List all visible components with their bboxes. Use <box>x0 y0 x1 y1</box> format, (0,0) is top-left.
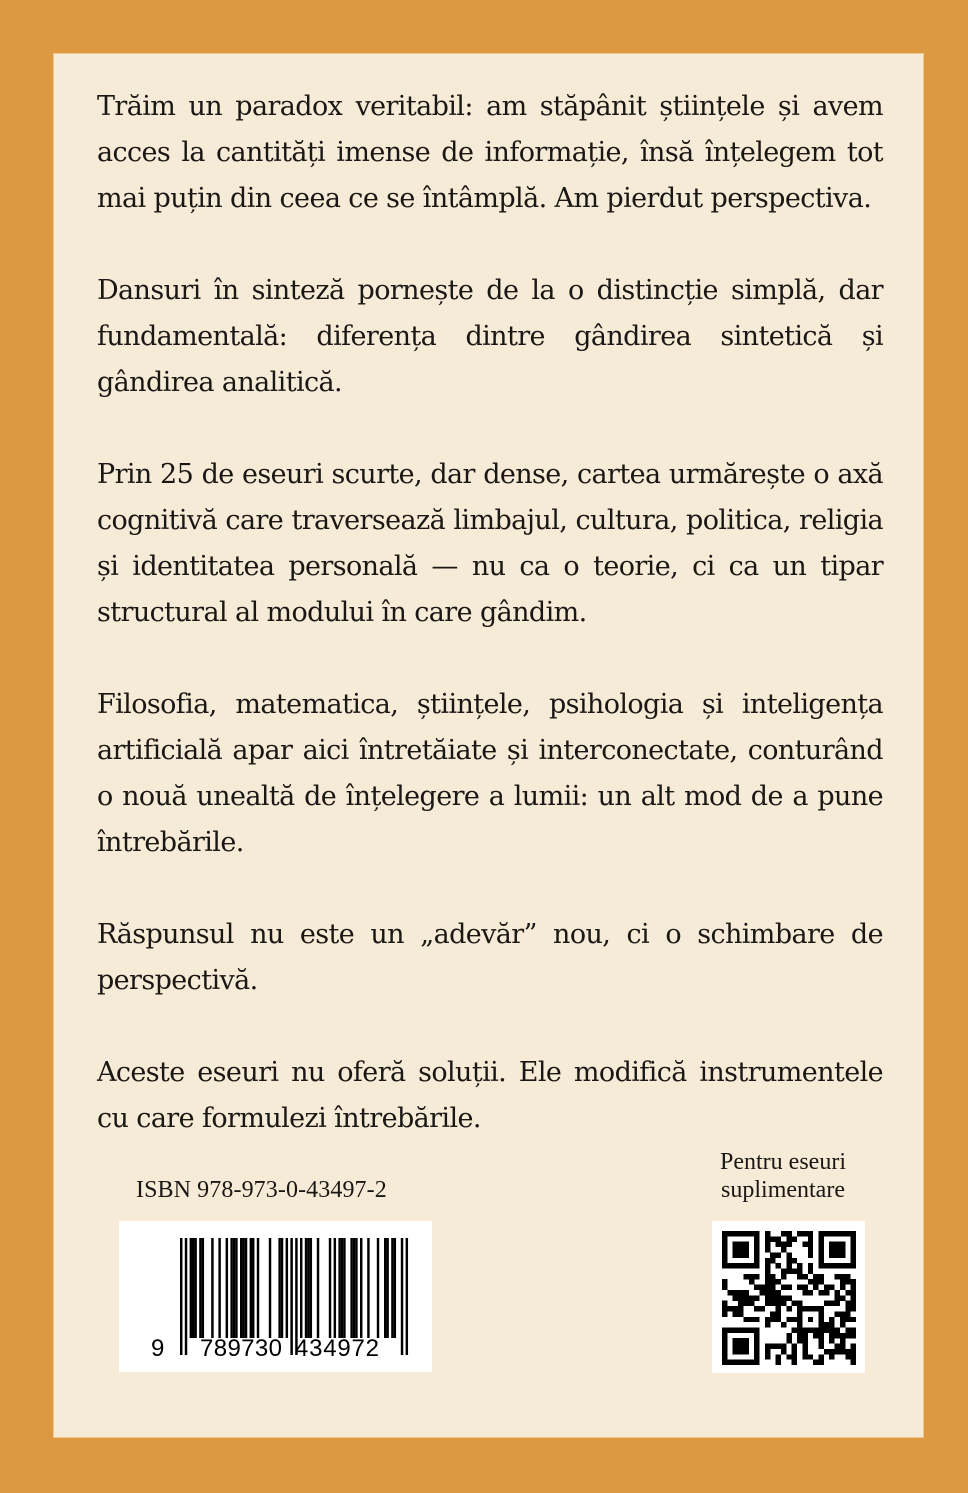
qr-code-icon <box>722 1231 856 1365</box>
blurb-paragraph-6: Aceste eseuri nu oferă soluții. Ele modifică instrumentele cu care formulezi întrebările. <box>97 1057 883 1134</box>
qr-code[interactable] <box>712 1221 865 1373</box>
book-blurb <box>97 84 883 1188</box>
barcode-digits-left: 789730 <box>200 1335 282 1362</box>
back-cover-panel <box>54 54 923 1437</box>
blurb-paragraph-4: Filosofia, matematica, științele, psihologia și inteligența artificială apar aici întretăiate și interconectate, conturând o nouă unealtă de înțelegere a lumii: un alt mod de a pune întrebările. <box>97 689 883 858</box>
isbn-label: ISBN 978-973-0-43497-2 <box>136 1177 387 1203</box>
qr-caption <box>688 1148 878 1204</box>
blurb-paragraph-2: Dansuri în sinteză pornește de la o distincție simplă, dar fundamentală: diferența dintre gândirea sintetică și gândirea analitică. <box>97 275 883 398</box>
barcode-icon <box>119 1221 432 1372</box>
blurb-paragraph-3: Prin 25 de eseuri scurte, dar dense, cartea urmărește o axă cognitivă care traversează limbajul, cultura, politica, religia și identitatea personală — nu ca o teorie, ci ca un tipar structural al modului în care gândim. <box>97 459 883 628</box>
qr-caption-line-2: suplimentare <box>721 1177 845 1203</box>
barcode-digits-right: 434972 <box>295 1335 379 1362</box>
blurb-paragraph-1: Trăim un paradox veritabil: am stăpânit științele și avem acces la cantități imense de informație, însă înțelegem tot mai puțin din ceea ce se întâmplă. Am pierdut perspectiva. <box>97 91 883 214</box>
qr-caption-line-1: Pentru eseuri <box>720 1149 846 1175</box>
blurb-paragraph-5: Răspunsul nu este un „adevăr” nou, ci o schimbare de perspectivă. <box>97 919 883 996</box>
barcode-digit-first: 9 <box>151 1335 165 1362</box>
isbn-barcode <box>119 1221 432 1372</box>
